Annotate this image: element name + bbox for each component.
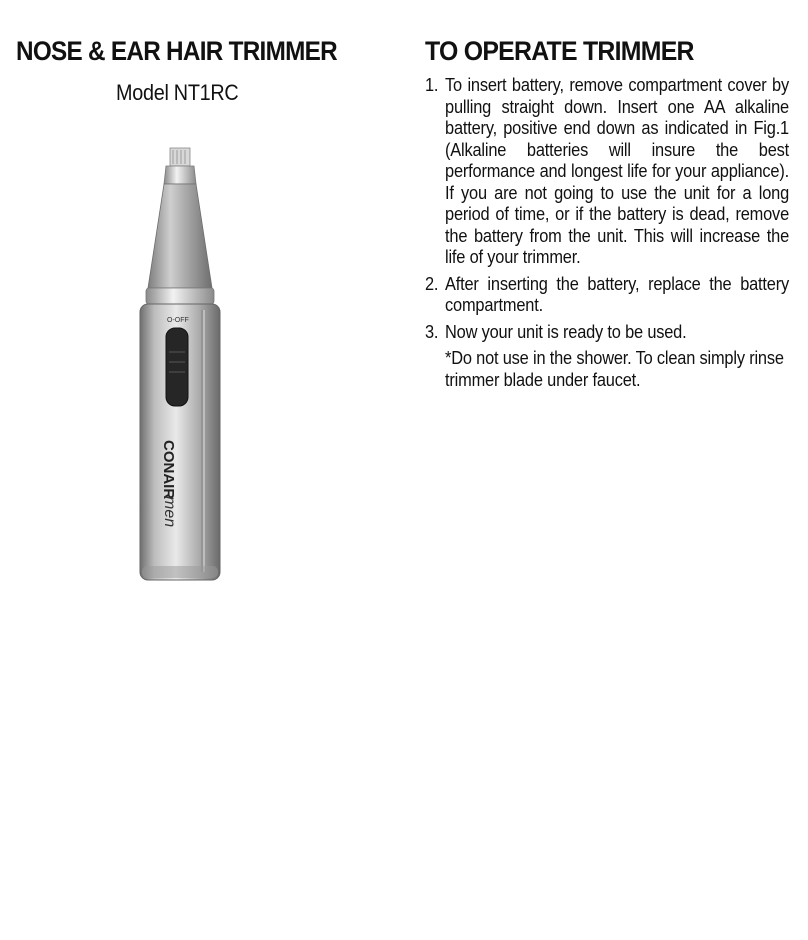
product-title: NOSE & EAR HAIR TRIMMER xyxy=(16,36,337,66)
switch-label: O-OFF xyxy=(167,317,189,324)
step-3 xyxy=(425,322,789,344)
step-text: To insert battery, remove compartment cover by pulling straight down. Insert one AA alkaline battery, positive end down as indicated in Fig.1 (Alkaline batteries will insure the best performance and longest life for your appliance). If you are not going to use the unit for a long period of time, or if the battery is dead, remove the battery from the unit. This will increase the life of your trimmer. xyxy=(445,75,789,267)
step-text: Now your unit is ready to be used. xyxy=(445,321,687,342)
brand-logo xyxy=(160,440,178,527)
left-column xyxy=(0,0,360,620)
section-title: TO OPERATE TRIMMER xyxy=(425,36,694,66)
step-1 xyxy=(425,75,789,269)
safety-note: *Do not use in the shower. To clean simply rinse trimmer blade under faucet. xyxy=(445,348,784,390)
step-number: 2. xyxy=(425,273,439,294)
head-ring xyxy=(146,288,214,304)
neck-collar xyxy=(164,166,196,184)
cone-head xyxy=(148,184,212,288)
step-2 xyxy=(425,274,789,317)
power-switch xyxy=(166,328,188,406)
blade-tip xyxy=(170,148,190,166)
sub-brand-text: men xyxy=(161,496,178,528)
instruction-steps xyxy=(425,75,789,391)
brand-text: CONAIR xyxy=(160,440,177,500)
step-number: 3. xyxy=(425,321,439,342)
step-number: 1. xyxy=(425,75,439,95)
trimmer-illustration xyxy=(130,140,230,590)
model-name: Model NT1RC xyxy=(116,80,239,105)
step-text: After inserting the battery, replace the battery compartment. xyxy=(445,273,789,315)
